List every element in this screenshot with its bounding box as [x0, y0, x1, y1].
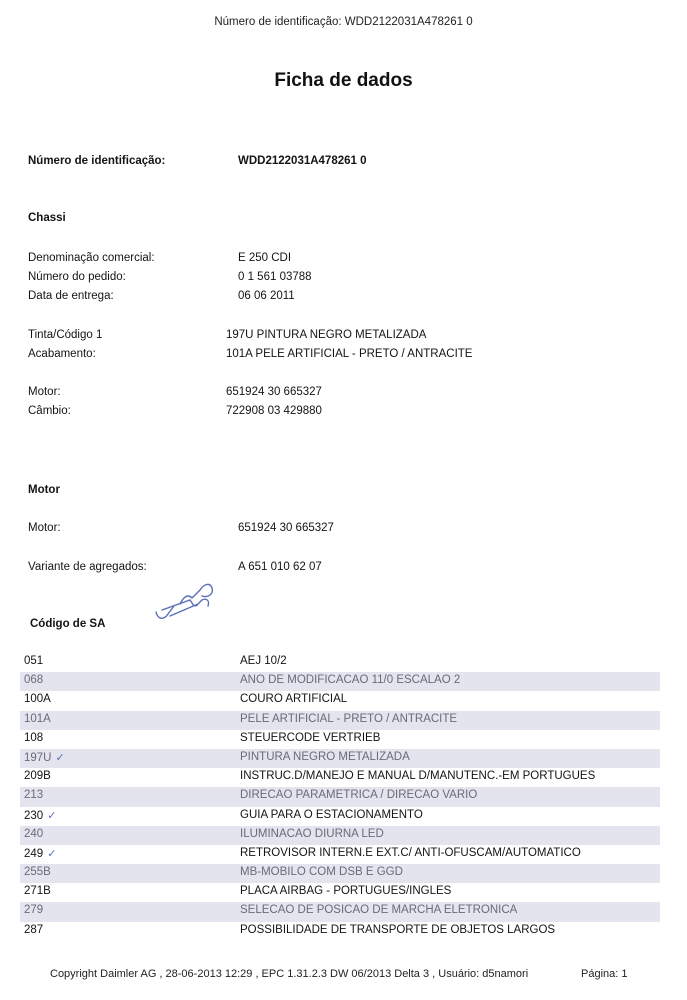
table-row: [20, 826, 660, 845]
sa-code-table: [20, 653, 660, 941]
sa-code: 051: [24, 655, 44, 667]
field-value: 722908 03 429880: [226, 405, 322, 417]
sa-code-text: 197U: [24, 751, 52, 764]
sa-description: SELECAO DE POSICAO DE MARCHA ELETRONICA: [240, 904, 518, 917]
sa-code: 279: [24, 904, 44, 917]
sa-code: [24, 751, 65, 764]
sa-code: 287: [24, 923, 44, 936]
table-row: [20, 787, 660, 806]
table-row: [20, 672, 660, 691]
sa-description: ILUMINACAO DIURNA LED: [240, 827, 384, 840]
sa-description: PELE ARTIFICIAL - PRETO / ANTRACITE: [240, 712, 458, 725]
handwritten-signature: [150, 576, 230, 626]
field-label: Acabamento:: [28, 348, 96, 360]
checkmark-icon: ✓: [55, 750, 65, 764]
field-label: Motor:: [28, 386, 61, 398]
table-row: [20, 711, 660, 730]
identification-value: WDD2122031A478261 0: [238, 155, 367, 167]
table-row: [20, 653, 660, 672]
sa-description: INSTRUC.D/MANEJO E MANUAL D/MANUTENC.-EM PORTUGUES: [240, 770, 596, 783]
sa-description: ANO DE MODIFICACAO 11/0 ESCALAO 2: [240, 674, 461, 687]
sa-heading: Código de SA: [30, 618, 106, 630]
field-value: A 651 010 62 07: [238, 561, 322, 573]
identification-label: Número de identificação:: [28, 155, 166, 167]
field-label: Tinta/Código 1: [28, 329, 103, 341]
sa-code: 068: [24, 674, 44, 687]
field-value: 197U PINTURA NEGRO METALIZADA: [226, 329, 427, 341]
sa-code: 209B: [24, 770, 51, 783]
motor-heading: Motor: [28, 484, 60, 496]
sa-description: PLACA AIRBAG - PORTUGUES/INGLES: [240, 885, 452, 898]
field-value: 101A PELE ARTIFICIAL - PRETO / ANTRACITE: [226, 348, 473, 360]
sa-description: POSSIBILIDADE DE TRANSPORTE DE OBJETOS LARGOS: [240, 923, 556, 936]
footer-copyright: Copyright Daimler AG , 28-06-2013 12:29 , EPC 1.31.2.3 DW 06/2013 Delta 3 , Usuário: d5namori: [50, 968, 529, 980]
page-title: Ficha de dados: [274, 70, 413, 91]
sa-code: 101A: [24, 712, 51, 725]
sa-code: 255B: [24, 866, 51, 879]
table-row: [20, 922, 660, 941]
table-row: [20, 730, 660, 749]
chassi-heading: Chassi: [28, 212, 66, 224]
table-row: [20, 691, 660, 710]
header-identification: Número de identificação: WDD2122031A478261 0: [214, 16, 473, 28]
field-value: E 250 CDI: [238, 252, 292, 264]
sa-description: DIRECAO PARAMETRICA / DIRECAO VARIO: [240, 789, 478, 802]
field-label: Data de entrega:: [28, 290, 114, 302]
field-value: 651924 30 665327: [238, 522, 334, 534]
sa-description: RETROVISOR INTERN.E EXT.C/ ANTI-OFUSCAM/AUTOMATICO: [240, 846, 581, 859]
sa-code: [24, 809, 56, 822]
sa-code-text: 249: [24, 847, 44, 860]
field-value: 651924 30 665327: [226, 386, 322, 398]
sa-code: [24, 847, 56, 860]
checkmark-icon: ✓: [47, 808, 57, 822]
checkmark-icon: ✓: [47, 846, 57, 860]
sa-code: 108: [24, 731, 44, 744]
sa-description: AEJ 10/2: [240, 655, 287, 667]
table-row: [20, 807, 660, 826]
footer-page-number: Página: 1: [581, 968, 628, 980]
sa-code: 213: [24, 789, 44, 802]
sa-code: 240: [24, 827, 44, 840]
field-value: 06 06 2011: [238, 290, 295, 302]
sa-description: GUIA PARA O ESTACIONAMENTO: [240, 808, 423, 821]
sa-code: 100A: [24, 693, 51, 706]
field-value: 0 1 561 03788: [238, 271, 312, 283]
field-label: Denominação comercial:: [28, 252, 155, 264]
field-label: Número do pedido:: [28, 271, 126, 283]
table-row: [20, 768, 660, 787]
table-row: [20, 902, 660, 921]
table-row: [20, 845, 660, 864]
table-row: [20, 864, 660, 883]
table-row: [20, 749, 660, 768]
sa-description: STEUERCODE VERTRIEB: [240, 731, 381, 744]
sa-code: 271B: [24, 885, 51, 898]
sa-description: MB-MOBILO COM DSB E GGD: [240, 866, 403, 879]
sa-description: COURO ARTIFICIAL: [240, 693, 348, 706]
table-row: [20, 883, 660, 902]
field-label: Câmbio:: [28, 405, 71, 417]
field-label: Motor:: [28, 522, 61, 534]
field-label: Variante de agregados:: [28, 561, 147, 573]
sa-code-text: 230: [24, 809, 44, 822]
sa-description: PINTURA NEGRO METALIZADA: [240, 750, 410, 763]
